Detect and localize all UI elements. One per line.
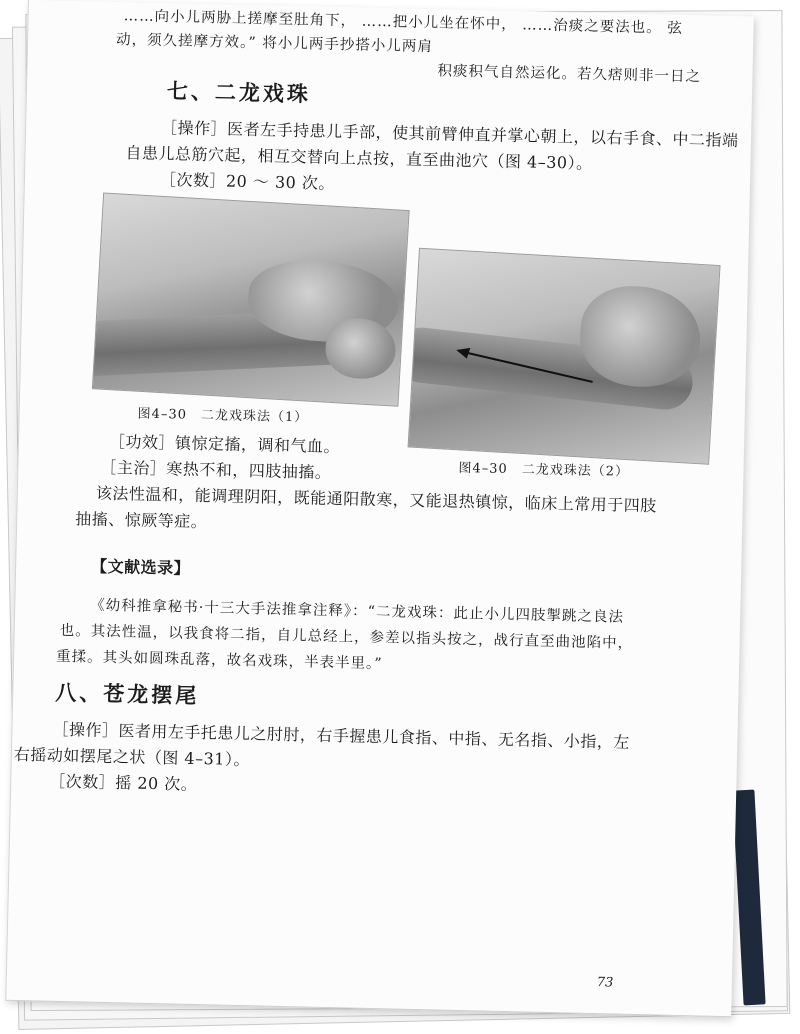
section-7-operation-line-2: 自患儿总筋穴起，相互交替向上点按，直至曲池穴（图 4–30）。 [125,143,593,173]
section-7-description-line-1: 该法性温和，能调理阴阳，既能通阳散寒，又能退热镇惊，临床上常用于四肢 [95,483,657,516]
literature-line-3: 重揉。其头如圆珠乱落，故名戏珠，半表半里。” [55,648,383,673]
section-7-title: 七、二龙戏珠 [166,78,312,107]
top-text-line-2: 动，须久搓摩方效。” 将小儿两手抄搭小儿两肩 [115,32,433,56]
figure-4-30-caption-1: 图4–30 二龙戏珠法（1） [137,406,309,426]
literature-line-2: 也。其法性温，以我食将二指，自儿总经上，参差以指头按之，战行直至曲池陷中， [59,622,634,652]
section-7-effect: ［功效］镇惊定搐，调和气血。 [108,431,341,457]
book-page [5,0,754,1017]
section-7-count: ［次数］20 ～ 30 次。 [159,170,336,194]
figure-4-30-photo-1 [92,192,410,406]
top-text-line-1: ……向小儿两胁上搓摩至肚角下， ……把小儿坐在怀中， ……治痰之要法也。 弦 [123,8,684,37]
literature-line-1: 《幼科推拿秘书·十三大手法推拿注释》：“二龙戏珠：此止小儿四肢掣跳之良法 [90,597,625,626]
section-8-count: ［次数］摇 20 次。 [49,771,198,795]
figure-4-30-photo-2 [408,248,721,465]
page-number: 73 [596,975,614,991]
section-8-title: 八、苍龙摆尾 [55,679,200,709]
section-8-operation-line-1: ［操作］医者用左手托患儿之肘肘，右手握患儿食指、中指、无名指、小指，左 [52,719,631,752]
arrow-icon [452,346,604,395]
section-7-description-line-2: 抽搐、惊厥等症。 [75,509,208,532]
section-7-indication: ［主治］寒热不和，四肢抽搐。 [100,457,332,483]
figure-4-30-caption-2: 图4–30 二龙戏珠法（2） [458,460,630,480]
top-text-line-3: 积痰积气自然运化。若久痞则非一日之 [437,63,702,86]
section-7-operation-line-1: ［操作］医者左手持患儿手部，使其前臂伸直并掌心朝上，以右手食、中二指端 [160,118,739,151]
literature-heading: 【文献选录】 [90,556,191,578]
section-8-operation-line-2: 右摇动如摆尾之状（图 4–31）。 [13,744,251,770]
